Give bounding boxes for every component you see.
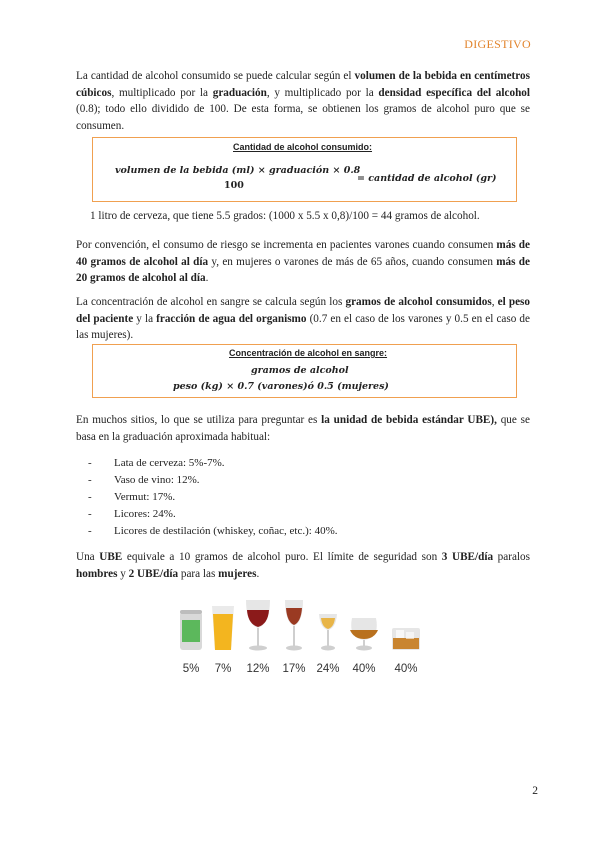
list-item: - Vaso de vino: 12%. (88, 472, 337, 489)
vermut-glass-icon (285, 600, 303, 651)
text: , multiplicado por la (111, 86, 213, 99)
text: (0.8); todo ello dividido de 100. De esta forma, se obtienen los gramos de alcohol puro que se consumen. (76, 103, 530, 132)
page-number: 2 (532, 785, 538, 797)
drink-percent-label: 40% (352, 663, 376, 675)
paragraph-blood-concentration (76, 294, 530, 344)
example-beer: 1 litro de cerveza, que tiene 5.5 grados: (1000 x 5.5 x 0,8)/100 = 44 gramos de alcohol. (90, 210, 480, 222)
drink-percent-label: 24% (316, 663, 340, 675)
text: , (491, 296, 498, 308)
bold-women: mujeres (218, 567, 257, 580)
brandy-glass-icon (350, 618, 378, 651)
formula-title: Cantidad de alcohol consumido: (233, 142, 373, 152)
list-item: - Lata de cerveza: 5%-7%. (88, 455, 337, 472)
paragraph-ube-limits (76, 549, 530, 582)
graduation-list (88, 455, 337, 540)
text: (0.7 en el caso de los varones y 0.5 en el caso de las mujeres). (76, 312, 530, 341)
text: . (256, 567, 260, 580)
list-item: - Licores: 24%. (88, 506, 337, 523)
drinks-illustration (178, 598, 430, 678)
bold-20g: más de 20 gramos de alcohol al día (76, 255, 530, 284)
drink-percent-label: 17% (282, 663, 306, 675)
paragraph-risk-consumption (76, 237, 530, 287)
drink-percent-label: 12% (246, 663, 270, 675)
text: , y multiplicado por la (266, 86, 379, 99)
bold-ube: UBE (99, 551, 123, 563)
text: equivale a 10 gramos de alcohol puro. El límite de seguridad son (122, 551, 442, 563)
bold-volume: volumen de la bebida en centímetros cúbicos (76, 70, 530, 99)
formula-box-blood-alcohol (92, 344, 517, 398)
bold-water-fraction: fracción de agua del organismo (156, 312, 307, 325)
bold-ube: la unidad de bebida estándar UBE), (321, 414, 497, 426)
wine-glass-icon (246, 600, 270, 651)
text: En muchos sitios, lo que se utiliza para preguntar es (76, 414, 322, 426)
bold-3ube: 3 UBE/día (441, 551, 494, 563)
bold-graduation: graduación (212, 86, 267, 99)
formula-result: = cantidad de alcohol (gr) (357, 173, 497, 184)
drink-percent-label: 40% (394, 663, 418, 675)
text: La cantidad de alcohol consumido se puede calcular según el (76, 70, 355, 82)
formula-denominator: peso (kg) × 0.7 (varones)ó 0.5 (mujeres) (173, 381, 389, 392)
text: . (205, 272, 209, 284)
formula-numerator: gramos de alcohol (251, 365, 349, 376)
paragraph-ube-intro (76, 412, 530, 445)
paragraph-alcohol-calculation (76, 68, 530, 134)
text: y, en mujeres o varones de más de 65 años, cuando consumen (208, 255, 497, 268)
section-header: DIGESTIVO (464, 37, 531, 51)
text: y (117, 567, 129, 580)
text: para las (178, 567, 219, 580)
formula-numerator: volumen de la bebida (ml) × graduación × 0.8 (115, 165, 361, 176)
drink-percent-label: 7% (214, 663, 232, 675)
text: Una (76, 551, 100, 563)
formula-denominator: 100 (224, 180, 244, 191)
formula-title: Concentración de alcohol en sangre: (229, 348, 388, 358)
beer-can-icon (180, 610, 202, 650)
bold-weight: el peso del paciente (76, 296, 531, 325)
bold-40g: más de 40 gramos de alcohol al día (76, 239, 530, 268)
bold-density: densidad específica del alcohol (378, 86, 530, 99)
text: La concentración de alcohol en sangre se calcula según los (76, 296, 346, 308)
drink-percent-label: 5% (182, 663, 200, 675)
liqueur-glass-icon (319, 614, 337, 651)
text: paralos (493, 551, 530, 563)
list-item: - Licores de destilación (whiskey, coñac, etc.): 40%. (88, 523, 337, 540)
bold-2ube: 2 UBE/día (128, 567, 179, 580)
list-item: - Vermut: 17%. (88, 489, 337, 506)
bold-men: hombres (76, 567, 118, 580)
formula-box-alcohol-consumed (92, 137, 517, 202)
bold-grams: gramos de alcohol consumidos (345, 296, 492, 308)
text: y la (133, 312, 157, 325)
whiskey-glass-icon (392, 628, 420, 650)
beer-glass-icon (212, 606, 234, 650)
text: Por convención, el consumo de riesgo se incrementa en pacientes varones cuando consumen (76, 239, 497, 251)
text: que se basa en la graduación aproximada habitual: (76, 414, 530, 443)
